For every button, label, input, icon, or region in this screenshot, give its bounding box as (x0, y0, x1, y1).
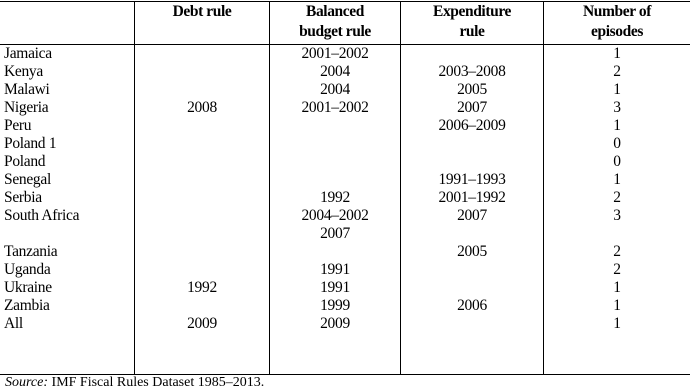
cell-country: Peru (4, 117, 32, 134)
header-expenditure-rule: Expenditure rule (433, 3, 511, 40)
cell-country: Poland 1 (4, 135, 57, 152)
cell-expenditure: 2005 (457, 81, 487, 98)
cell-country: Senegal (4, 171, 51, 188)
cell-episodes: 2 (613, 189, 621, 206)
cell-episodes: 1 (613, 45, 621, 62)
cell-debt (135, 63, 269, 81)
source-label: Source: (5, 375, 49, 390)
cell-expenditure: 2003–2008 (438, 63, 506, 80)
table-row (0, 135, 690, 153)
cell-balanced (270, 243, 400, 261)
cell-country: South Africa (4, 207, 80, 224)
cell-country: Kenya (4, 63, 43, 80)
table-row (0, 153, 690, 171)
cell-expenditure: 2001–1992 (438, 189, 506, 206)
cell-debt (135, 81, 269, 99)
cell-country: All (4, 315, 23, 332)
cell-episodes: 0 (613, 135, 621, 152)
cell-debt: 2008 (187, 99, 217, 116)
cell-debt (135, 153, 269, 171)
table-row (0, 297, 690, 315)
cell-balanced (270, 117, 400, 135)
cell-expenditure (401, 135, 543, 153)
cell-balanced (270, 171, 400, 189)
cell-balanced: 2009 (320, 315, 350, 332)
cell-debt: 1992 (187, 279, 217, 296)
cell-country: Tanzania (4, 243, 58, 260)
source-note (5, 375, 264, 391)
cell-balanced (270, 153, 400, 171)
cell-debt (135, 225, 269, 243)
cell-country: Poland (4, 153, 46, 170)
table-row (0, 171, 690, 189)
cell-expenditure (401, 153, 543, 171)
cell-expenditure: 2007 (457, 207, 487, 224)
cell-country: Uganda (4, 261, 51, 278)
cell-expenditure: 2006–2009 (438, 117, 506, 134)
cell-expenditure (401, 45, 543, 63)
cell-expenditure (401, 279, 543, 297)
cell-country: Ukraine (4, 279, 52, 296)
cell-balanced: 2004–2002 (301, 207, 369, 224)
cell-debt (135, 45, 269, 63)
cell-expenditure (401, 225, 543, 243)
cell-debt (135, 117, 269, 135)
cell-episodes: 1 (613, 279, 621, 296)
cell-country: Nigeria (4, 99, 49, 116)
cell-balanced (270, 135, 400, 153)
cell-balanced: 1999 (320, 297, 350, 314)
cell-debt (135, 297, 269, 315)
cell-episodes: 2 (613, 243, 621, 260)
cell-episodes: 3 (613, 99, 621, 116)
cell-debt: 2009 (187, 315, 217, 332)
cell-expenditure (401, 315, 543, 333)
header-number-of-episodes: Number of episodes (582, 3, 651, 40)
cell-debt (135, 171, 269, 189)
cell-balanced: 2001–2002 (301, 45, 369, 62)
cell-debt (135, 189, 269, 207)
table-row (0, 117, 690, 135)
cell-debt (135, 261, 269, 279)
table-row (0, 315, 690, 333)
table-row (0, 243, 690, 261)
cell-balanced: 2004 (320, 81, 350, 98)
cell-episodes: 3 (613, 207, 621, 224)
table-row (0, 207, 690, 225)
cell-debt (135, 243, 269, 261)
cell-country (4, 225, 132, 243)
cell-balanced: 1991 (320, 261, 350, 278)
cell-episodes: 2 (613, 63, 621, 80)
table-row (0, 99, 690, 117)
cell-country: Malawi (4, 81, 50, 98)
cell-balanced: 2001–2002 (301, 99, 369, 116)
cell-debt (135, 135, 269, 153)
cell-country: Zambia (4, 297, 50, 314)
cell-episodes: 2 (613, 261, 621, 278)
cell-expenditure: 2006 (457, 297, 487, 314)
cell-balanced: 1991 (320, 279, 350, 296)
table-row (0, 279, 690, 297)
table-row (0, 63, 690, 81)
cell-expenditure: 1991–1993 (438, 171, 506, 188)
cell-episodes: 1 (613, 297, 621, 314)
cell-country: Serbia (4, 189, 42, 206)
table-row (0, 189, 690, 207)
table-row (0, 45, 690, 63)
cell-episodes: 1 (613, 315, 621, 332)
cell-balanced: 2004 (320, 63, 350, 80)
cell-episodes (544, 225, 690, 243)
cell-episodes: 1 (613, 81, 621, 98)
table-row (0, 225, 690, 243)
cell-expenditure (401, 261, 543, 279)
table-row (0, 81, 690, 99)
cell-episodes: 1 (613, 117, 621, 134)
cell-episodes: 1 (613, 171, 621, 188)
header-balanced-budget-rule: Balanced budget rule (299, 3, 371, 40)
cell-expenditure: 2005 (457, 243, 487, 260)
cell-balanced: 2007 (320, 225, 350, 242)
header-debt-rule: Debt rule (172, 3, 232, 20)
cell-country: Jamaica (4, 45, 52, 62)
cell-episodes: 0 (613, 153, 621, 170)
cell-balanced: 1992 (320, 189, 350, 206)
source-text: IMF Fiscal Rules Dataset 1985–2013. (51, 375, 265, 390)
cell-debt (135, 207, 269, 225)
table-row (0, 261, 690, 279)
cell-expenditure: 2007 (457, 99, 487, 116)
